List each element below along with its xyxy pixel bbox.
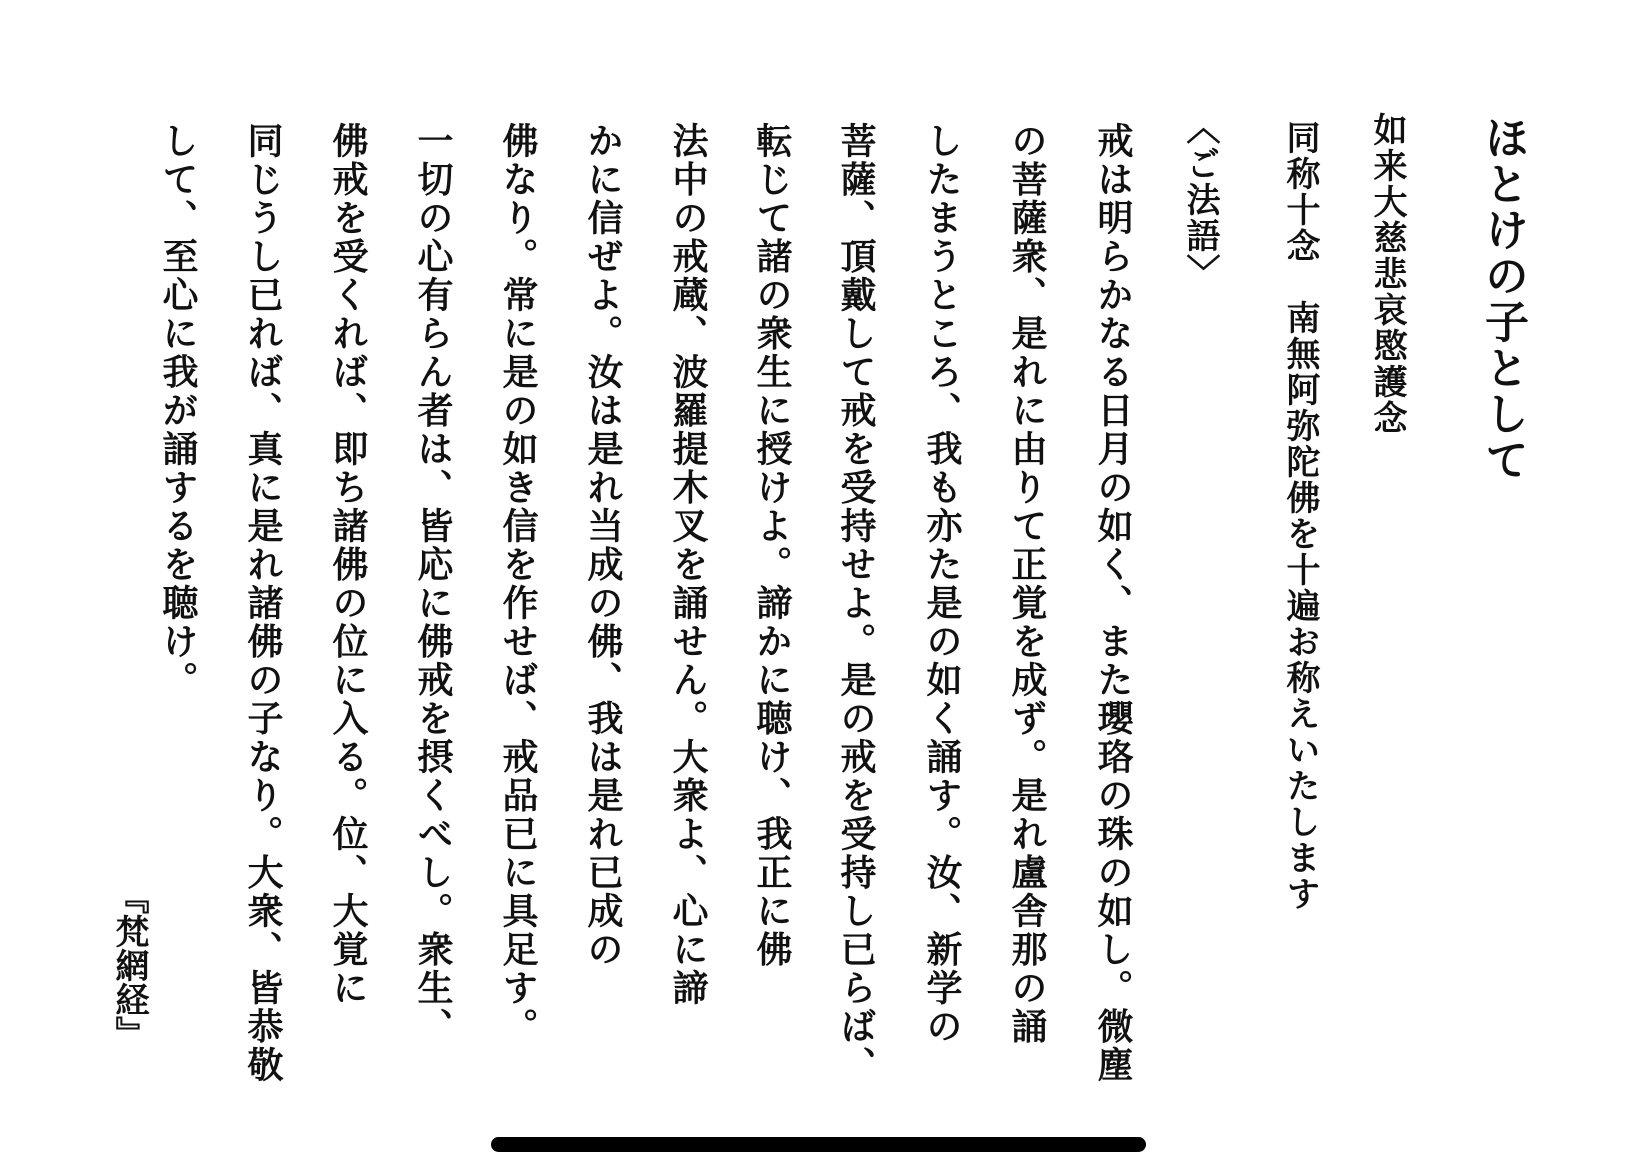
text-line-7: かに信ぜよ。汝は是れ当成の佛、我は是れ已成の <box>582 122 624 969</box>
text-line-8: 佛なり。常に是の如き信を作せば、戒品已に具足す。 <box>497 122 539 1046</box>
document-title: ほとけの子として <box>1477 115 1528 483</box>
invocation-line-2: 同称十念 南無阿弥陀佛を十遍お称えいたします <box>1280 120 1320 912</box>
text-line-12: して、至心に我が誦するを聴け。 <box>157 122 199 700</box>
text-line-10: 佛戒を受くれば、即ち諸佛の位に入る。位、大覚に <box>327 122 369 1008</box>
text-line-11: 同じうし已れば、真に是れ諸佛の子なり。大衆、皆恭敬 <box>242 122 284 1085</box>
section-label: 〈ご法語〉 <box>1180 110 1220 290</box>
source-citation: 『梵網経』 <box>109 880 149 1050</box>
home-indicator-bar[interactable] <box>491 1137 1146 1152</box>
text-line-9: 一切の心有らん者は、皆応に佛戒を摂くべし。衆生、 <box>412 122 454 1046</box>
text-line-2: の菩薩衆、是れに由りて正覚を成ず。是れ盧舎那の誦 <box>1006 122 1048 1046</box>
text-line-3: したまうところ、我も亦た是の如く誦す。汝、新学の <box>921 122 963 1046</box>
text-line-6: 法中の戒蔵、波羅提木叉を誦せん。大衆よ、心に諦 <box>667 122 709 1008</box>
text-line-5: 転じて諸の衆生に授けよ。諦かに聴け、我正に佛 <box>751 122 793 969</box>
text-line-4: 菩薩、頂戴して戒を受持せよ。是の戒を受持し已らば、 <box>835 122 877 1085</box>
invocation-line-1: 如来大慈悲哀愍護念 <box>1367 112 1407 436</box>
text-line-1: 戒は明らかなる日月の如く、また瓔珞の珠の如し。微塵 <box>1092 122 1134 1085</box>
